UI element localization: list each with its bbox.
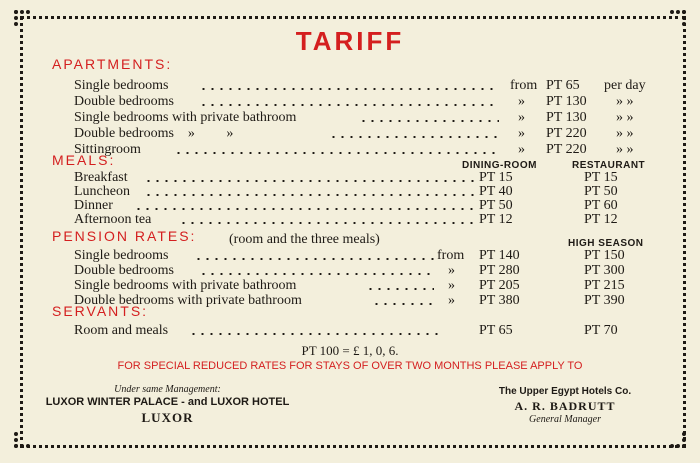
row-label: Double bedrooms » » xyxy=(74,126,234,141)
pension-row xyxy=(74,248,664,264)
row-label: Single bedrooms xyxy=(74,78,169,93)
pension-row xyxy=(74,263,664,279)
corner-ornament xyxy=(670,432,686,448)
pension-rates-heading: PENSION RATES: xyxy=(52,228,197,244)
dot-leader xyxy=(366,288,434,290)
restaurant-column-header: RESTAURANT xyxy=(572,160,646,171)
dot-leader xyxy=(199,88,499,90)
row-label: Single bedrooms with private bathroom xyxy=(74,110,297,125)
dot-leader xyxy=(144,180,474,182)
ditto-mark: » xyxy=(448,293,455,308)
meals-heading: MEALS: xyxy=(52,152,116,168)
ditto-mark: » xyxy=(518,142,525,157)
company-name: The Upper Egypt Hotels Co. xyxy=(498,386,632,397)
meal-row xyxy=(74,212,664,228)
dining-price: PT 12 xyxy=(479,212,513,227)
dot-leader xyxy=(194,258,434,260)
dot-leader xyxy=(199,273,434,275)
apartment-row xyxy=(74,110,664,126)
servants-row xyxy=(74,323,664,339)
dot-leader xyxy=(359,120,499,122)
pension-row xyxy=(74,278,664,294)
row-label: Double bedrooms xyxy=(74,263,174,278)
servants-heading: SERVANTS: xyxy=(52,303,149,319)
unit: » » xyxy=(616,110,634,125)
ditto-mark: » xyxy=(518,94,525,109)
dot-leader xyxy=(174,152,499,154)
ditto-mark: » xyxy=(518,126,525,141)
ditto-mark: » xyxy=(448,263,455,278)
apartment-row xyxy=(74,142,664,158)
manager-title: General Manager xyxy=(529,414,601,425)
corner-ornament xyxy=(670,10,686,26)
dot-leader xyxy=(179,222,474,224)
row-label: Room and meals xyxy=(74,323,169,338)
row-label: Dinner xyxy=(74,198,113,213)
dot-leader xyxy=(329,136,499,138)
row-label: Single bedrooms xyxy=(74,248,169,263)
ditto-mark: » xyxy=(518,110,525,125)
price: PT 130 xyxy=(546,110,587,125)
restaurant-price: PT 60 xyxy=(584,198,618,213)
high-season-price: PT 150 xyxy=(584,248,625,263)
manager-name: A. R. BADRUTT xyxy=(514,399,616,413)
pension-note: (room and the three meals) xyxy=(229,232,380,247)
row-label: Single bedrooms with private bathroom xyxy=(74,278,297,293)
dot-leader xyxy=(134,208,474,210)
apartment-row xyxy=(74,78,664,94)
row-label: Afternoon tea xyxy=(74,212,152,227)
dining-price: PT 15 xyxy=(479,170,513,185)
pension-price: PT 380 xyxy=(479,293,520,308)
special-rates-notice: FOR SPECIAL REDUCED RATES FOR STAYS OF OVER TWO MONTHS PLEASE APPLY TO xyxy=(117,360,583,372)
high-season-price: PT 300 xyxy=(584,263,625,278)
dot-leader xyxy=(199,104,499,106)
apartment-row xyxy=(74,94,664,110)
dining-price: PT 40 xyxy=(479,184,513,199)
unit: per day xyxy=(604,78,646,93)
from-prefix: from xyxy=(437,248,465,263)
price: PT 220 xyxy=(546,142,587,157)
hotels-names: LUXOR WINTER PALACE - and LUXOR HOTEL xyxy=(45,396,290,408)
dot-leader xyxy=(189,333,444,335)
unit: » » xyxy=(616,126,634,141)
row-label: Sittingroom xyxy=(74,142,141,157)
apartment-row xyxy=(74,126,664,142)
row-label: Double bedrooms with private bathroom xyxy=(74,293,302,308)
restaurant-price: PT 12 xyxy=(584,212,618,227)
price: PT 65 xyxy=(546,78,580,93)
dining-room-column-header: DINING-ROOM xyxy=(462,160,537,171)
high-season-column-header: HIGH SEASON xyxy=(568,238,644,249)
unit: » » xyxy=(616,142,634,157)
row-label: Double bedrooms xyxy=(74,94,174,109)
row-label: Luncheon xyxy=(74,184,130,199)
tariff-title: TARIFF xyxy=(0,26,700,58)
under-management-label: Under same Management: xyxy=(114,384,221,395)
corner-ornament xyxy=(14,432,30,448)
pension-price: PT 205 xyxy=(479,278,520,293)
city-name: LUXOR xyxy=(141,410,194,425)
dot-leader xyxy=(144,194,474,196)
servants-price: PT 65 xyxy=(479,323,513,338)
pension-price: PT 140 xyxy=(479,248,520,263)
dot-leader xyxy=(372,303,434,305)
dining-price: PT 50 xyxy=(479,198,513,213)
unit: » » xyxy=(616,94,634,109)
corner-ornament xyxy=(14,10,30,26)
price: PT 130 xyxy=(546,94,587,109)
exchange-rate: PT 100 = £ 1, 0, 6. xyxy=(301,343,399,358)
restaurant-price: PT 15 xyxy=(584,170,618,185)
high-season-price: PT 215 xyxy=(584,278,625,293)
restaurant-price: PT 50 xyxy=(584,184,618,199)
pension-row xyxy=(74,293,664,309)
row-label: Breakfast xyxy=(74,170,128,185)
ditto-mark: » xyxy=(448,278,455,293)
servants-high-season-price: PT 70 xyxy=(584,323,618,338)
apartments-heading: APARTMENTS: xyxy=(52,56,173,72)
high-season-price: PT 390 xyxy=(584,293,625,308)
from-prefix: from xyxy=(510,78,538,93)
pension-price: PT 280 xyxy=(479,263,520,278)
price: PT 220 xyxy=(546,126,587,141)
